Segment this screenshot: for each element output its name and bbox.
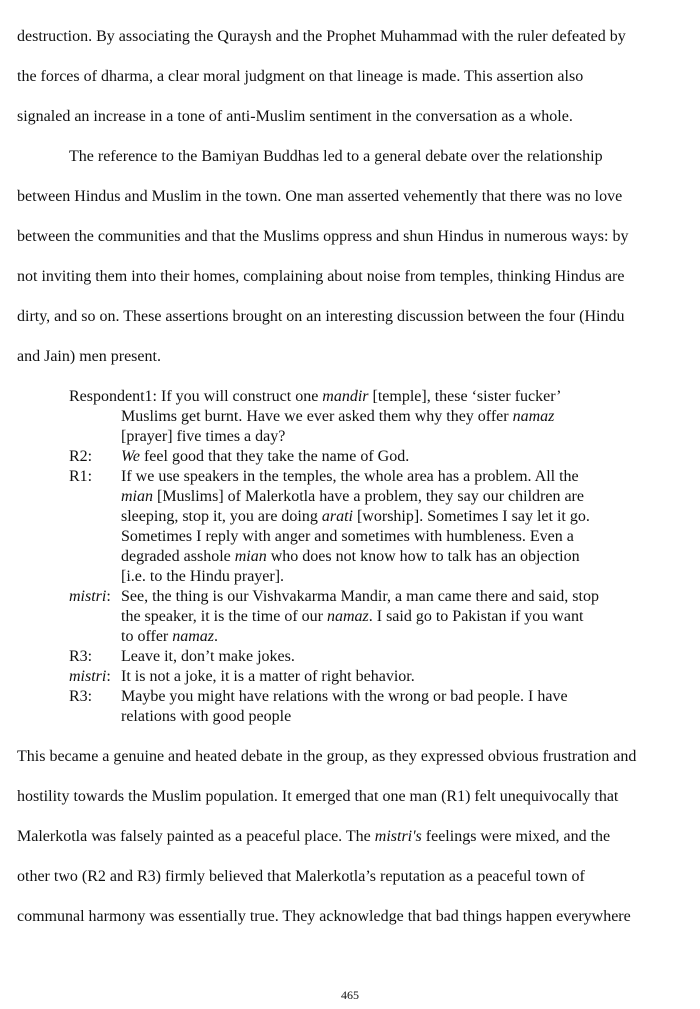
body-text-line: other two (R2 and R3) firmly believed that Malerkotla’s reputation as a peaceful town of bbox=[17, 868, 585, 885]
dialogue-line: Respondent1: If you will construct one mandir [temple], these ‘sister fucker’ bbox=[69, 388, 562, 405]
speaker-label: R3: bbox=[69, 688, 93, 705]
dialogue-line: Maybe you might have relations with the wrong or bad people. I have bbox=[121, 688, 568, 705]
body-text-line: This became a genuine and heated debate in the group, as they expressed obvious frustration and bbox=[17, 748, 637, 765]
page-number: 465 bbox=[341, 988, 359, 1002]
body-text-line: dirty, and so on. These assertions brought on an interesting discussion between the four (Hindu bbox=[17, 308, 625, 325]
dialogue-line: See, the thing is our Vishvakarma Mandir, a man came there and said, stop bbox=[121, 588, 599, 605]
dialogue-line: We feel good that they take the name of God. bbox=[121, 448, 410, 465]
speaker-label: mistri: bbox=[69, 588, 111, 605]
body-text-line: signaled an increase in a tone of anti-Muslim sentiment in the conversation as a whole. bbox=[17, 108, 573, 125]
body-text-line: hostility towards the Muslim population. It emerged that one man (R1) felt unequivocally that bbox=[17, 788, 619, 805]
body-text-line: communal harmony was essentially true. They acknowledge that bad things happen everywhere bbox=[17, 908, 631, 925]
body-text-line: The reference to the Bamiyan Buddhas led to a general debate over the relationship bbox=[69, 148, 603, 165]
dialogue-line: degraded asshole mian who does not know how to talk has an objection bbox=[121, 548, 580, 565]
dialogue-line: the speaker, it is the time of our namaz. I said go to Pakistan if you want bbox=[121, 608, 584, 625]
body-text-line: the forces of dharma, a clear moral judgment on that lineage is made. This assertion also bbox=[17, 68, 584, 85]
speaker-label: mistri: bbox=[69, 668, 111, 685]
body-text-line: between Hindus and Muslim in the town. One man asserted vehemently that there was no love bbox=[17, 188, 623, 205]
body-text-line: between the communities and that the Muslims oppress and shun Hindus in numerous ways: by bbox=[17, 228, 629, 245]
dialogue-line: Leave it, don’t make jokes. bbox=[121, 648, 295, 665]
body-text-line: destruction. By associating the Quraysh and the Prophet Muhammad with the ruler defeated by bbox=[17, 28, 626, 45]
dialogue-line: If we use speakers in the temples, the whole area has a problem. All the bbox=[121, 468, 579, 485]
body-text-line: and Jain) men present. bbox=[17, 348, 161, 365]
dialogue-line: mian [Muslims] of Malerkotla have a problem, they say our children are bbox=[121, 488, 584, 505]
dialogue-line: relations with good people bbox=[121, 708, 292, 725]
speaker-label: R2: bbox=[69, 448, 93, 465]
body-text-line: not inviting them into their homes, complaining about noise from temples, thinking Hindus are bbox=[17, 268, 625, 285]
dialogue-line: [prayer] five times a day? bbox=[121, 428, 286, 445]
speaker-label: R1: bbox=[69, 468, 93, 485]
dialogue-line: Sometimes I reply with anger and sometimes with humbleness. Even a bbox=[121, 528, 574, 545]
body-text-line: Malerkotla was falsely painted as a peaceful place. The mistri's feelings were mixed, and the bbox=[17, 828, 611, 845]
speaker-label: R3: bbox=[69, 648, 93, 665]
dialogue-line: It is not a joke, it is a matter of right behavior. bbox=[121, 668, 415, 685]
dialogue-line: Muslims get burnt. Have we ever asked them why they offer namaz bbox=[121, 408, 555, 425]
dialogue-line: sleeping, stop it, you are doing arati [worship]. Sometimes I say let it go. bbox=[121, 508, 590, 525]
dialogue-line: [i.e. to the Hindu prayer]. bbox=[121, 568, 285, 585]
dialogue-line: to offer namaz. bbox=[121, 628, 219, 645]
